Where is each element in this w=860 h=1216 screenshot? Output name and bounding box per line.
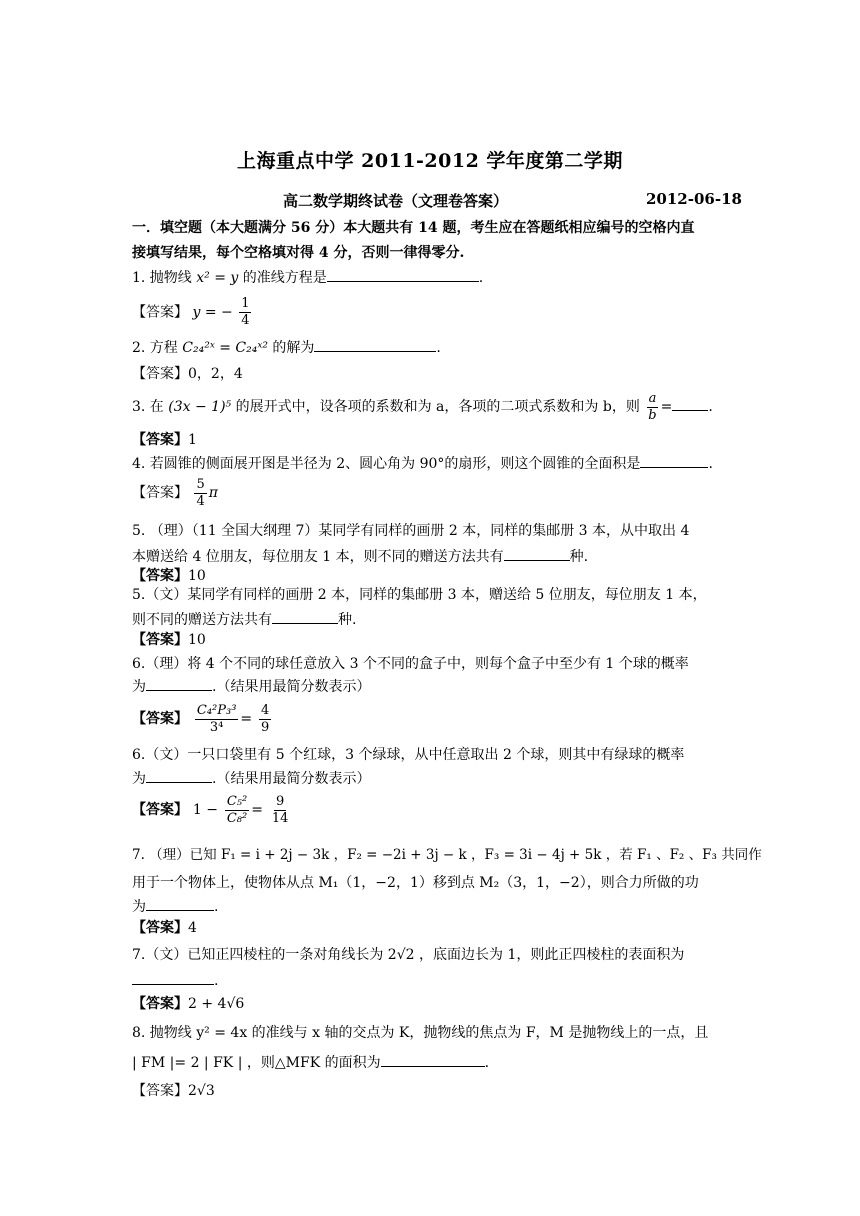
answer-5-arts: 【答案】10 bbox=[132, 632, 206, 648]
answer-1: 【答案】 y = − $\frac{1}{4}$ bbox=[132, 296, 250, 328]
answer-6-science: 【答案】 $\frac{\text{C₄²P₃³}}{\text{3⁴}}$ = $\frac{4}{9}$ bbox=[132, 702, 270, 735]
question-6-science-line2: 为 .（结果用最简分数表示） bbox=[132, 676, 732, 697]
question-7-arts-line1: 7.（文）已知正四棱柱的一条对角线长为 2√2 ，底面边长为 1，则此正四棱柱的表面积为 bbox=[132, 947, 685, 963]
question-3-fraction: $\frac{a}{b}$ bbox=[648, 390, 657, 423]
question-6-arts-line1: 6.（文）一只口袋里有 5 个红球，3 个绿球，从中任意取出 2 个球，则其中有绿球的概率 bbox=[132, 747, 685, 763]
document-subtitle: 高二数学期终试卷（文理卷答案） bbox=[283, 192, 509, 210]
answer-5-science: 【答案】10 bbox=[132, 568, 206, 584]
question-7-arts-line2: . bbox=[132, 970, 732, 991]
answer-4-fraction: $\frac{5}{4}$ bbox=[196, 476, 205, 509]
question-2: 2. 方程 C₂₄²ˣ = C₂₄ˣ² 的解为 . bbox=[132, 337, 732, 358]
answer-1-fraction: $\frac{1}{4}$ bbox=[241, 296, 250, 328]
question-8-line2: | FM |= 2 | FK | ，则△MFK 的面积为 . bbox=[132, 1052, 732, 1073]
answer-7-arts: 【答案】2 + 4√6 bbox=[132, 996, 245, 1012]
answer-3: 【答案】1 bbox=[132, 432, 197, 448]
section-heading-line2: 接填写结果，每个空格填对得 4 分，否则一律得零分. bbox=[132, 245, 465, 261]
question-8-line1: 8. 抛物线 y² = 4x 的准线与 x 轴的交点为 K，抛物线的焦点为 F，M 是抛物线上的一点，且 bbox=[132, 1025, 709, 1041]
answer-2: 【答案】0，2，4 bbox=[132, 366, 243, 382]
document-title: 上海重点中学 2011-2012 学年度第二学期 bbox=[237, 150, 623, 172]
answer-6-arts: 【答案】 1 − $\frac{\text{C₅²}}{\text{C₈²}}$ = $\frac{9}{14}$ bbox=[132, 793, 289, 826]
question-7-science-line2: 用于一个物体上，使物体从点 M₁（1，−2，1）移到点 M₂（3，1，−2），则合力所做的功 bbox=[132, 875, 699, 891]
answer-6-arts-fraction-a: $\frac{\text{C₅²}}{\text{C₈²}}$ bbox=[226, 793, 248, 826]
document-date: 2012-06-18 bbox=[646, 190, 742, 208]
question-3: 3. 在 (3x − 1)⁵ 的展开式中，设各项的系数和为 a，各项的二项式系数和为 b，则 $\frac{a}{b}$ = . bbox=[132, 390, 713, 423]
question-5-arts-line2: 则不同的赠送方法共有 种. bbox=[132, 609, 732, 630]
answer-6-science-fraction-b: $\frac{4}{9}$ bbox=[261, 702, 270, 735]
answer-7-science: 【答案】4 bbox=[132, 920, 197, 936]
question-7-science-line3: 为 . bbox=[132, 896, 732, 917]
question-4: 4. 若圆锥的侧面展开图是半径为 2、圆心角为 90°的扇形，则这个圆锥的全面积是 . bbox=[132, 453, 732, 474]
question-5-science-line2: 本赠送给 4 位朋友，每位朋友 1 本，则不同的赠送方法共有 种. bbox=[132, 546, 732, 567]
question-6-science-line1: 6.（理）将 4 个不同的球任意放入 3 个不同的盒子中，则每个盒子中至少有 1 个球的概率 bbox=[132, 656, 689, 672]
question-5-arts-line1: 5.（文）某同学有同样的画册 2 本，同样的集邮册 3 本，赠送给 5 位朋友，每位朋友 1 本， bbox=[132, 587, 707, 603]
question-5-science-line1: 5. （理）（11 全国大纲理 7）某同学有同样的画册 2 本，同样的集邮册 3 本，从中取出 4 bbox=[132, 523, 690, 539]
answer-4: 【答案】 $\frac{5}{4}$ π bbox=[132, 476, 218, 509]
answer-6-arts-fraction-b: $\frac{9}{14}$ bbox=[271, 793, 289, 826]
question-1: 1. 抛物线 x² = y 的准线方程是 . bbox=[132, 267, 732, 288]
answer-8: 【答案】2√3 bbox=[132, 1083, 215, 1099]
answer-6-science-fraction-a: $\frac{\text{C₄²P₃³}}{\text{3⁴}}$ bbox=[196, 702, 237, 735]
section-heading-line1: 一．填空题（本大题满分 56 分）本大题共有 14 题，考生应在答题纸相应编号的空格内直 bbox=[132, 220, 695, 236]
question-6-arts-line2: 为 .（结果用最简分数表示） bbox=[132, 768, 732, 789]
question-7-science-line1: 7. （理）已知 F₁ = i + 2j − 3k ，F₂ = −2i + 3j − k ，F₃ = 3i − 4j + 5k ，若 F₁ 、F₂ 、F₃ 共同作 bbox=[132, 847, 762, 863]
